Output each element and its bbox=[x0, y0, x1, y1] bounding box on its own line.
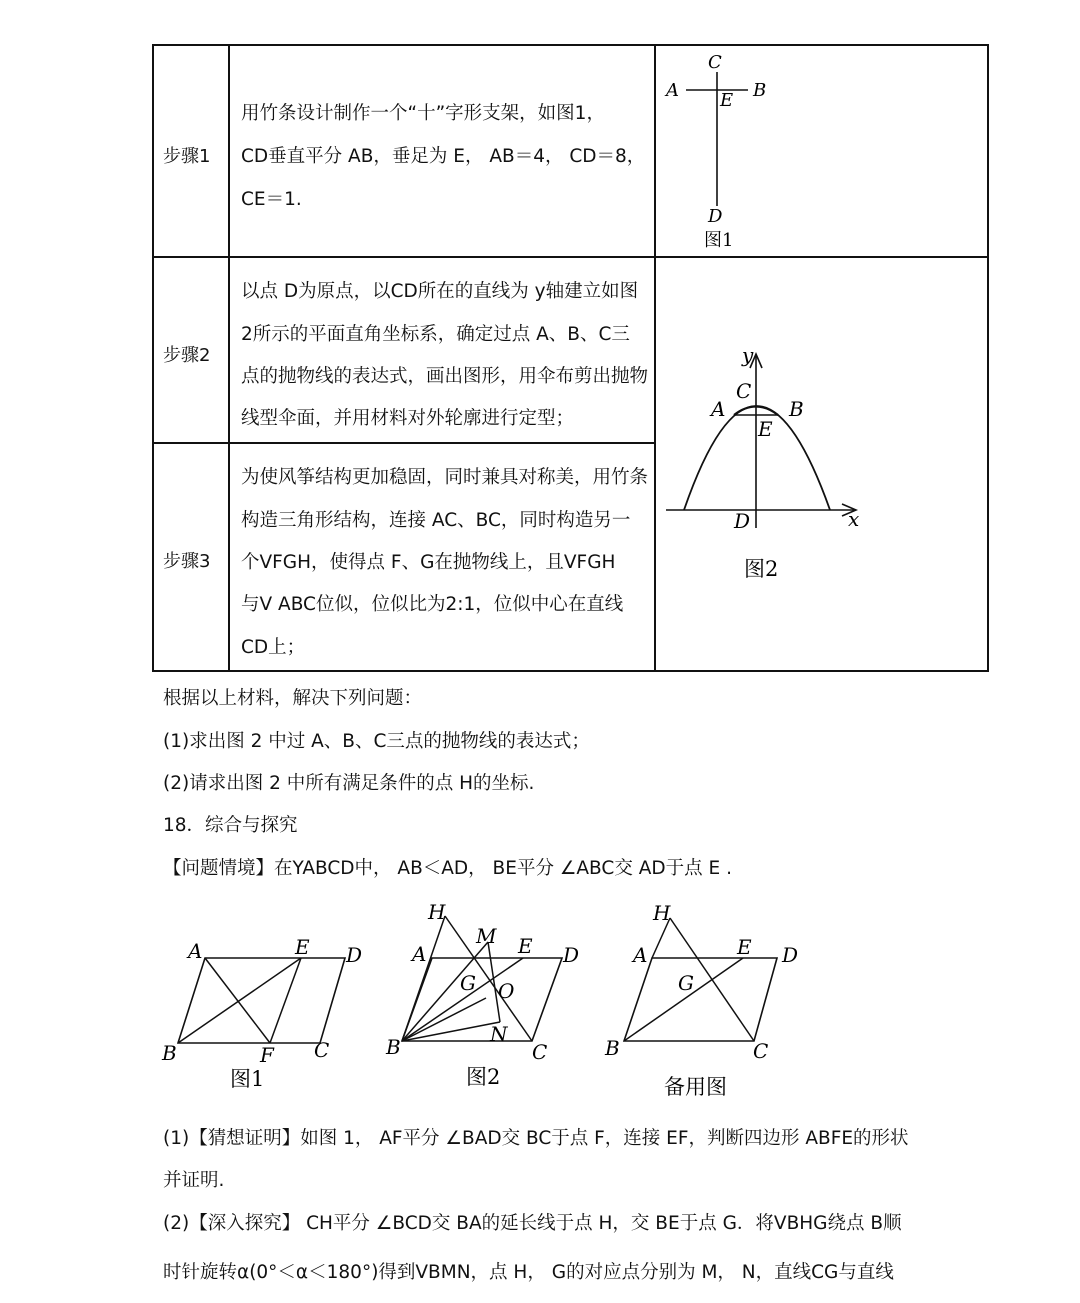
fig2-label-y: y bbox=[742, 343, 754, 367]
step-3-line-2: 构造三角形结构，连接 AC、BC，同时构造另一 bbox=[241, 510, 631, 531]
part-2-line-1: (2)【深入探究】 CH平分 ∠BCD交 BA的延长线于点 H，交 BE于点 G．将VBHG绕点 B顺 bbox=[163, 1213, 902, 1234]
step-2-line-4: 线型伞面，并用材料对外轮廓进行定型； bbox=[241, 408, 575, 429]
step-3-label: 步骤3 bbox=[163, 551, 211, 572]
step-1-line-2: CD垂直平分 AB，垂足为 E， AB＝4， CD＝8， bbox=[241, 146, 646, 167]
p18-fig1-label-b: B bbox=[162, 1041, 177, 1065]
p18-figure-3 bbox=[604, 901, 798, 1099]
fig2-label-c: C bbox=[736, 379, 752, 403]
p18-fig1-label-a: A bbox=[188, 939, 203, 963]
p18-fig3-label-c: C bbox=[753, 1039, 769, 1063]
p18-fig2-label-h: H bbox=[428, 900, 446, 924]
step-3-line-4: 与V ABC位似，位似比为2:1，位似中心在直线 bbox=[241, 594, 624, 615]
question-1: (1)求出图 2 中过 A、B、C三点的抛物线的表达式； bbox=[163, 731, 590, 752]
p18-fig2-label-b: B bbox=[386, 1035, 401, 1059]
step-1-line-3: CE＝1. bbox=[241, 189, 302, 210]
step-2-line-1: 以点 D为原点，以CD所在的直线为 y轴建立如图 bbox=[241, 281, 639, 302]
p18-fig2-label-d: D bbox=[563, 943, 580, 967]
fig1-caption: 图1 bbox=[704, 230, 734, 251]
p18-fig2-label-c: C bbox=[532, 1040, 548, 1064]
fig1-label-e: E bbox=[720, 90, 734, 111]
fig1-label-a: A bbox=[666, 80, 679, 101]
fig1-label-c: C bbox=[708, 52, 722, 73]
p18-fig1-caption: 图1 bbox=[230, 1067, 265, 1091]
questions-intro: 根据以上材料，解决下列问题： bbox=[163, 688, 423, 709]
p18-figure-1 bbox=[161, 935, 362, 1091]
fig2-label-b: B bbox=[789, 397, 804, 421]
p18-fig3-label-h: H bbox=[653, 901, 671, 925]
fig2-label-d: D bbox=[734, 509, 751, 533]
parallelogram-figures bbox=[150, 896, 850, 1106]
step-3-line-3: 个VFGH，使得点 F、G在抛物线上，且VFGH bbox=[241, 552, 616, 573]
p18-fig2-label-o: O bbox=[498, 979, 515, 1003]
p18-fig2-label-n: N bbox=[490, 1022, 508, 1046]
p18-fig2-label-g: G bbox=[460, 971, 476, 995]
table-divider-label bbox=[228, 44, 230, 672]
question-2: (2)请求出图 2 中所有满足条件的点 H的坐标. bbox=[163, 773, 535, 794]
p18-fig3-label-g: G bbox=[678, 971, 694, 995]
step-2-label: 步骤2 bbox=[163, 345, 211, 366]
part-1-line-2: 并证明. bbox=[163, 1170, 225, 1191]
figure-1-cross-diagram bbox=[656, 46, 987, 256]
problem-18-title: 18．综合与探究 bbox=[163, 815, 298, 836]
p18-fig3-label-b: B bbox=[605, 1036, 620, 1060]
step-1-label: 步骤1 bbox=[163, 146, 211, 167]
figure-2-parabola-diagram bbox=[656, 258, 987, 670]
p18-fig1-label-e: E bbox=[295, 935, 310, 959]
fig1-label-b: B bbox=[753, 80, 767, 101]
fig2-caption: 图2 bbox=[744, 557, 779, 581]
p18-fig2-label-m: M bbox=[476, 924, 497, 948]
p18-fig3-label-d: D bbox=[782, 943, 799, 967]
part-1-line-1: (1)【猜想证明】如图 1， AF平分 ∠BAD交 BC于点 F，连接 EF，判断四边形 ABFE的形状 bbox=[163, 1128, 909, 1149]
step-1-line-1: 用竹条设计制作一个“十”字形支架，如图1， bbox=[241, 103, 605, 124]
step-2-line-2: 2所示的平面直角坐标系，确定过点 A、B、C三 bbox=[241, 324, 630, 345]
fig2-label-a: A bbox=[711, 397, 726, 421]
table-row-divider-2 bbox=[152, 442, 656, 444]
p18-fig3-label-e: E bbox=[737, 935, 752, 959]
fig2-label-e: E bbox=[758, 417, 773, 441]
part-2-line-2: 时针旋转α(0°＜α＜180°)得到VBMN，点 H， G的对应点分别为 M， N，直线CG与直线 bbox=[163, 1262, 894, 1283]
p18-fig3-caption: 备用图 bbox=[664, 1075, 727, 1099]
p18-figure-2 bbox=[385, 900, 579, 1089]
step-3-line-5: CD上； bbox=[241, 637, 306, 658]
p18-fig2-label-e: E bbox=[518, 934, 533, 958]
p18-fig3-label-a: A bbox=[633, 943, 648, 967]
fig2-label-x: x bbox=[848, 507, 860, 531]
step-3-line-1: 为使风筝结构更加稳固，同时兼具对称美，用竹条 bbox=[241, 467, 649, 488]
p18-fig1-label-c: C bbox=[314, 1038, 330, 1062]
step-2-line-3: 点的抛物线的表达式，画出图形，用伞布剪出抛物 bbox=[241, 366, 649, 387]
problem-18-situation: 【问题情境】在YABCD中， AB＜AD， BE平分 ∠ABC交 AD于点 E . bbox=[163, 858, 732, 879]
fig1-label-d: D bbox=[708, 206, 723, 227]
p18-fig1-label-d: D bbox=[346, 943, 363, 967]
p18-fig1-label-f: F bbox=[260, 1043, 274, 1067]
p18-fig2-label-a: A bbox=[412, 942, 427, 966]
p18-fig2-caption: 图2 bbox=[466, 1065, 501, 1089]
